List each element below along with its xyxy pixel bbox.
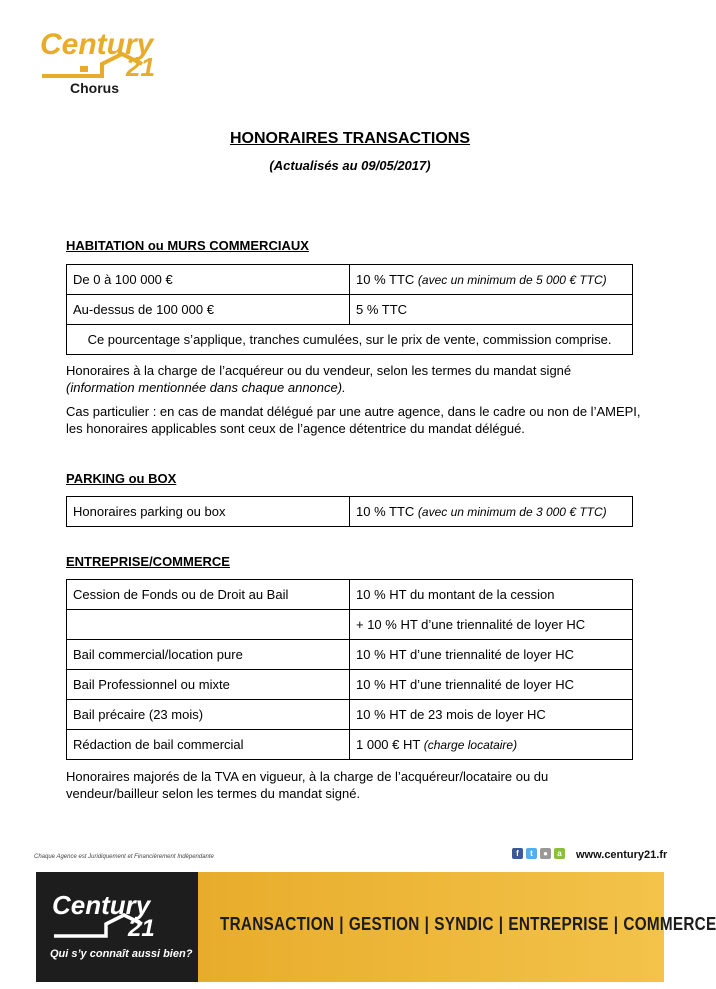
table-row [67, 670, 633, 700]
table-cell-label: Au-dessus de 100 000 € [67, 295, 350, 325]
banner-services-panel [198, 872, 716, 982]
table-cell-value [350, 497, 633, 527]
website-link[interactable]: www.century21.fr [576, 849, 668, 861]
table-cell-label: Rédaction de bail commercial [67, 730, 350, 760]
agency-name: Chorus [70, 80, 119, 96]
table-cell-label: De 0 à 100 000 € [67, 265, 350, 295]
service-commerce: COMMERCE [623, 914, 716, 934]
facebook-icon[interactable]: f [512, 848, 523, 859]
section-heading-parking: PARKING ou BOX [66, 471, 177, 486]
entreprise-table [66, 579, 633, 760]
svg-text:Century: Century [40, 28, 154, 61]
service-gestion: GESTION [348, 914, 420, 934]
section-heading-entreprise: ENTREPRISE/COMMERCE [66, 554, 230, 569]
table-cell-value: 10 % HT d’une triennalité de loyer HC [350, 670, 633, 700]
table-row [67, 610, 633, 640]
table-cell-label: Cession de Fonds ou de Droit au Bail [67, 580, 350, 610]
table-cell-value [350, 265, 633, 295]
table-row [67, 640, 633, 670]
table-cell-label: Honoraires parking ou box [67, 497, 350, 527]
services-list [220, 914, 716, 935]
parking-table [66, 496, 633, 527]
divider: | [498, 914, 504, 934]
paragraph-text: Honoraires à la charge de l’acquéreur ou du vendeur, selon les termes du mandat signé [66, 363, 572, 378]
rate-value: 10 % TTC [356, 272, 415, 287]
social-icons [512, 848, 565, 859]
twitter-icon[interactable]: t [526, 848, 537, 859]
table-cell-value: 10 % HT de 23 mois de loyer HC [350, 700, 633, 730]
page-title: HONORAIRES TRANSACTIONS [229, 130, 470, 147]
divider: | [613, 914, 619, 934]
paragraph-italic: (information mentionnée dans chaque annonce). [66, 380, 346, 395]
century21-logo-mark [38, 24, 168, 84]
footer-legal-note: Chaque Agence est Juridiquement et Financièrement Indépendante [34, 854, 214, 860]
table-cell-label: Bail commercial/location pure [67, 640, 350, 670]
service-entreprise: ENTREPRISE [508, 914, 609, 934]
table-row [67, 730, 633, 760]
table-row [67, 325, 633, 355]
divider: | [424, 914, 430, 934]
divider: | [339, 914, 344, 934]
table-cell-label: Bail Professionnel ou mixte [67, 670, 350, 700]
table-row [67, 580, 633, 610]
rate-note: (charge locataire) [423, 738, 518, 752]
habitation-paragraph-1 [66, 362, 641, 396]
table-cell-label [67, 610, 350, 640]
table-cell-value [350, 730, 633, 760]
rate-note: (avec un minimum de 3 000 € TTC) [417, 505, 607, 519]
table-cell-value: 5 % TTC [350, 295, 633, 325]
service-syndic: SYNDIC [434, 914, 494, 934]
page-subtitle: (Actualisés au 09/05/2017) [269, 158, 431, 173]
android-icon[interactable]: a [554, 848, 565, 859]
table-cell-value: + 10 % HT d’une triennalité de loyer HC [350, 610, 633, 640]
table-cell-label: Bail précaire (23 mois) [67, 700, 350, 730]
svg-text:21: 21 [126, 52, 155, 82]
svg-text:21: 21 [128, 915, 155, 942]
table-row [67, 265, 633, 295]
footer-banner [36, 872, 716, 982]
entreprise-paragraph: Honoraires majorés de la TVA en vigueur, à la charge de l’acquéreur/locataire ou du vendeur/bailleur selon les termes du mandat signé. [66, 769, 549, 801]
century21-logo-white [50, 886, 180, 946]
rate-value: 10 % TTC [356, 504, 415, 519]
habitation-paragraph-2: Cas particulier : en cas de mandat délégué par une autre agence, dans le cadre ou non de l’AMEPI, les honoraires applicables sont ceux de l’agence détentrice du mandat délégué. [66, 404, 641, 436]
apple-icon[interactable]: ● [540, 848, 551, 859]
svg-text:Century: Century [52, 890, 151, 920]
table-cell-value: 10 % HT d’une triennalité de loyer HC [350, 640, 633, 670]
service-transaction: TRANSACTION [220, 914, 335, 934]
rate-value: 1 000 € HT [356, 737, 421, 752]
section-heading-habitation: HABITATION ou MURS COMMERCIAUX [66, 238, 309, 253]
table-row [67, 497, 633, 527]
rate-note: (avec un minimum de 5 000 € TTC) [417, 273, 607, 287]
banner-slogan: Qui s’y connaît aussi bien? [50, 948, 193, 960]
table-cell-note: Ce pourcentage s’applique, tranches cumulées, sur le prix de vente, commission comprise. [67, 325, 633, 355]
banner-logo-panel [36, 872, 198, 982]
habitation-table [66, 264, 633, 355]
table-row [67, 295, 633, 325]
table-cell-value: 10 % HT du montant de la cession [350, 580, 633, 610]
table-row [67, 700, 633, 730]
